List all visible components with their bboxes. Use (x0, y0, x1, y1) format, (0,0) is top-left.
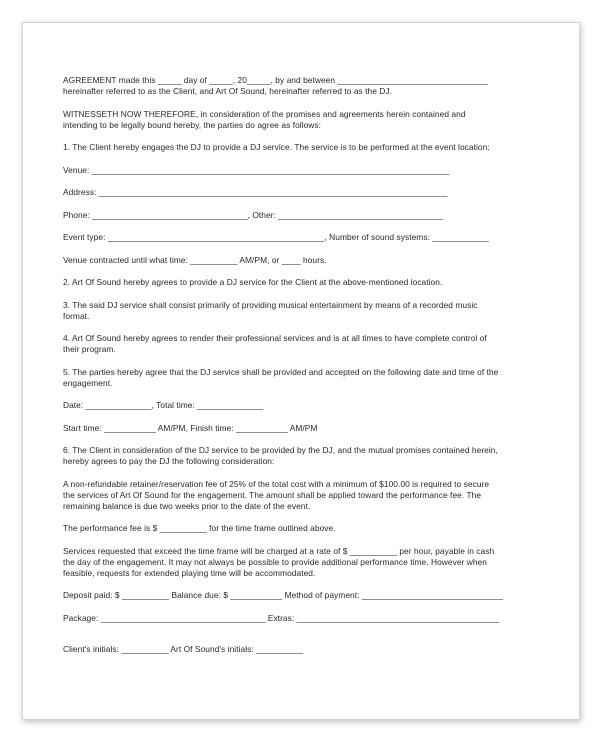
date-field: Date: ______________, Total time: ______________ (63, 400, 264, 410)
clause-3 (63, 300, 543, 322)
start-time-field: Start time: ___________ AM/PM, Finish time: ___________ AM/PM (63, 422, 318, 433)
venue-contracted-field: Venue contracted until what time: __________ AM/PM, or ____ hours. (63, 254, 327, 265)
clause-6 (63, 445, 543, 467)
overtime-line-2: the day of the engagement. It may not always be possible to provide additional performance time. However when (63, 556, 487, 567)
overtime-line-1: Services requested that exceed the time frame will be charged at a rate of $ __________ per hour, payable in cash (63, 545, 495, 556)
agreement-body (63, 75, 543, 666)
overtime-line-3: feasible, requests for extended playing time will be accommodated. (63, 567, 316, 578)
clause-1: 1. The Client hereby engages the DJ to provide a DJ service. The service is to be performed at the event location: (63, 142, 490, 152)
clause-2: 2. Art Of Sound hereby agrees to provide a DJ service for the Client at the above-mentioned location. (63, 277, 443, 287)
retainer-paragraph (63, 479, 543, 512)
deposit-field: Deposit paid: $ __________ Balance due: $ ___________ Method of payment: ______________________________ (63, 590, 504, 600)
event-type-field: Event type: ______________________________________________, Number of sound systems: ____________ (63, 232, 489, 242)
clause-6-line-1: 6. The Client in consideration of the DJ service to be provided by the DJ, and the mutual promises contained herein, (63, 445, 498, 455)
retainer-line-3: remaining balance is due two weeks prior to the date of the event. (63, 500, 311, 511)
clause-4 (63, 333, 543, 355)
venue-field: Venue: ____________________________________________________________________________ (63, 164, 450, 175)
clause-5 (63, 367, 543, 389)
clause-5-line-1: 5. The parties hereby agree that the DJ service shall be provided and accepted on the following date and time of the (63, 366, 499, 377)
retainer-line-2: the services of Art Of Sound for the engagement. The amount shall be applied toward the performance fee. The (63, 489, 482, 500)
witnesseth-line-2: intending to be legally bound hereby, the parties do agree as follows: (63, 119, 322, 130)
phone-field: Phone: _________________________________, Other: ___________________________________ (63, 209, 444, 220)
retainer-line-1: A non-refundable retainer/reservation fee of 25% of the total cost with a minimum of $100.00 is required to secure (63, 478, 490, 489)
clause-4-line-1: 4. Art Of Sound hereby agrees to render their professional services and is at all times to have complete control of (63, 333, 487, 343)
overtime-paragraph (63, 546, 543, 579)
clause-4-line-2: their program. (63, 344, 116, 354)
clause-5-line-2: engagement. (63, 377, 113, 388)
agreement-intro-line-2: hereinafter referred to as the Client, and Art Of Sound, hereinafter referred to as the DJ. (63, 86, 393, 96)
initials-field: Client's initials: __________ Art Of Sound's initials: __________ (63, 643, 304, 654)
witnesseth-paragraph (63, 109, 543, 131)
clause-3-line-2: format. (63, 310, 90, 321)
package-field: Package: ___________________________________ Extras: ___________________________________________ (63, 612, 500, 623)
document-page (22, 22, 580, 720)
agreement-intro (63, 75, 543, 97)
performance-fee-field: The performance fee is $ __________ for the time frame outlined above. (63, 523, 336, 533)
agreement-intro-line-1: AGREEMENT made this _____ day of _____, 20_____, by and between ________________________________ (63, 75, 489, 85)
witnesseth-line-1: WITNESSETH NOW THEREFORE, in consideration of the promises and agreements herein contained and (63, 108, 466, 119)
address-field: Address: __________________________________________________________________________ (63, 187, 448, 197)
clause-6-line-2: hereby agrees to pay the DJ the following consideration: (63, 456, 275, 466)
clause-3-line-1: 3. The said DJ service shall consist primarily of providing musical entertainment by means of a recorded music (63, 299, 478, 310)
